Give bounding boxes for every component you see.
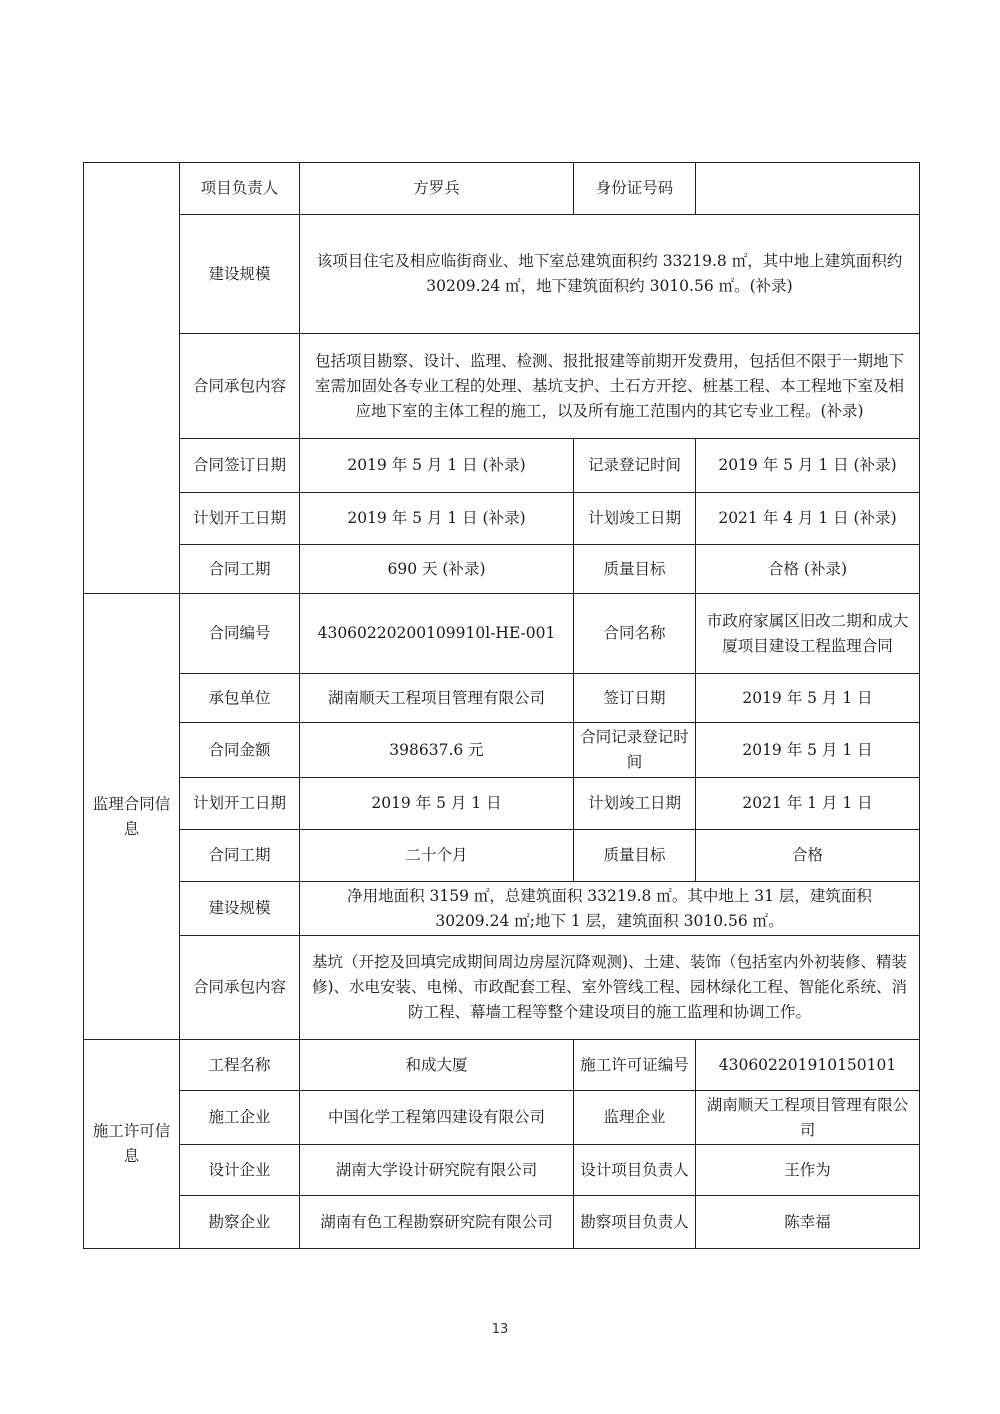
row-value-2: 陈幸福: [696, 1196, 920, 1249]
row-value-wide: 包括项目勘察、设计、监理、检测、报批报建等前期开发费用，包括但不限于一期地下室需加固处各专业工程的处理、基坑支护、土石方开挖、桩基工程、本工程地下室及相应地下室的主体工程的施工，以及所有施工范围内的其它专业工程。(补录): [300, 334, 920, 439]
row-label: 工程名称: [180, 1040, 300, 1091]
row-value-wide: 该项目住宅及相应临街商业、地下室总建筑面积约 33219.8 ㎡，其中地上建筑面积约 30209.24 ㎡，地下建筑面积约 3010.56 ㎡。(补录): [300, 215, 920, 334]
row-value: 中国化学工程第四建设有限公司: [300, 1091, 574, 1145]
row-label: 合同金额: [180, 723, 300, 778]
row-value-wide: 净用地面积 3159 ㎡，总建筑面积 33219.8 ㎡。其中地上 31 层，建筑面积 30209.24 ㎡;地下 1 层，建筑面积 3010.56 ㎡。: [300, 882, 920, 936]
row-value-2: 2019 年 5 月 1 日: [696, 674, 920, 723]
row-value-2: [696, 163, 920, 215]
row-label-2: 监理企业: [574, 1091, 696, 1145]
row-label: 承包单位: [180, 674, 300, 723]
row-label-2: 合同名称: [574, 594, 696, 674]
row-label: 合同承包内容: [180, 334, 300, 439]
row-value-2: 2019 年 5 月 1 日 (补录): [696, 439, 920, 493]
page-number: 13: [491, 1322, 509, 1337]
row-label: 合同签订日期: [180, 439, 300, 493]
row-value: 方罗兵: [300, 163, 574, 215]
row-label-2: 计划竣工日期: [574, 778, 696, 830]
table-row: [84, 215, 920, 334]
table-row: [84, 493, 920, 545]
row-value-2: 市政府家属区旧改二期和成大厦项目建设工程监理合同: [696, 594, 920, 674]
row-label: 建设规模: [180, 215, 300, 334]
row-label: 勘察企业: [180, 1196, 300, 1249]
table-row: [84, 830, 920, 882]
group-label: 施工许可信息: [84, 1040, 180, 1249]
row-label-2: 施工许可证编号: [574, 1040, 696, 1091]
row-label-2: 勘察项目负责人: [574, 1196, 696, 1249]
row-value-2: 2021 年 1 月 1 日: [696, 778, 920, 830]
row-label: 合同工期: [180, 545, 300, 594]
table-row: [84, 723, 920, 778]
row-label-2: 计划竣工日期: [574, 493, 696, 545]
row-value: 398637.6 元: [300, 723, 574, 778]
row-value-2: 2019 年 5 月 1 日: [696, 723, 920, 778]
row-label: 合同编号: [180, 594, 300, 674]
table-row: [84, 545, 920, 594]
row-label: 设计企业: [180, 1145, 300, 1196]
table-row: [84, 1040, 920, 1091]
row-value-2: 合格: [696, 830, 920, 882]
table-row: [84, 334, 920, 439]
row-value-2: 合格 (补录): [696, 545, 920, 594]
table-row: [84, 594, 920, 674]
row-label: 施工企业: [180, 1091, 300, 1145]
row-value: 2019 年 5 月 1 日 (补录): [300, 493, 574, 545]
row-value-2: 2021 年 4 月 1 日 (补录): [696, 493, 920, 545]
row-label-2: 记录登记时间: [574, 439, 696, 493]
row-label: 合同承包内容: [180, 936, 300, 1040]
table-row: [84, 674, 920, 723]
row-value: 湖南大学设计研究院有限公司: [300, 1145, 574, 1196]
row-label: 建设规模: [180, 882, 300, 936]
row-value-wide: 基坑（开挖及回填完成期间周边房屋沉降观测)、土建、装饰（包括室内外初装修、精装修)、水电安装、电梯、市政配套工程、室外管线工程、园林绿化工程、智能化系统、消防工程、幕墙工程等整个建设项目的施工监理和协调工作。: [300, 936, 920, 1040]
row-value: 2019 年 5 月 1 日 (补录): [300, 439, 574, 493]
table-row: [84, 439, 920, 493]
row-value: 690 天 (补录): [300, 545, 574, 594]
group-label: [84, 163, 180, 594]
table-row: [84, 936, 920, 1040]
row-label-2: 质量目标: [574, 830, 696, 882]
row-label-2: 身份证号码: [574, 163, 696, 215]
row-value: 湖南有色工程勘察研究院有限公司: [300, 1196, 574, 1249]
row-label: 计划开工日期: [180, 493, 300, 545]
table-row: [84, 882, 920, 936]
row-label-2: 质量目标: [574, 545, 696, 594]
row-value: 2019 年 5 月 1 日: [300, 778, 574, 830]
group-label: 监理合同信息: [84, 594, 180, 1040]
row-label-2: 签订日期: [574, 674, 696, 723]
table-row: [84, 778, 920, 830]
table-row: [84, 1145, 920, 1196]
row-value: 湖南顺天工程项目管理有限公司: [300, 674, 574, 723]
info-table: [83, 162, 920, 1249]
row-label: 计划开工日期: [180, 778, 300, 830]
row-value: 和成大厦: [300, 1040, 574, 1091]
row-label-2: 设计项目负责人: [574, 1145, 696, 1196]
table-row: [84, 163, 920, 215]
row-value-2: 王作为: [696, 1145, 920, 1196]
table-row: [84, 1091, 920, 1145]
row-value-2: 湖南顺天工程项目管理有限公司: [696, 1091, 920, 1145]
row-label-2: 合同记录登记时间: [574, 723, 696, 778]
row-value: 43060220200109910l-HE-001: [300, 594, 574, 674]
table-row: [84, 1196, 920, 1249]
row-label: 项目负责人: [180, 163, 300, 215]
row-value: 二十个月: [300, 830, 574, 882]
row-label: 合同工期: [180, 830, 300, 882]
row-value-2: 430602201910150101: [696, 1040, 920, 1091]
